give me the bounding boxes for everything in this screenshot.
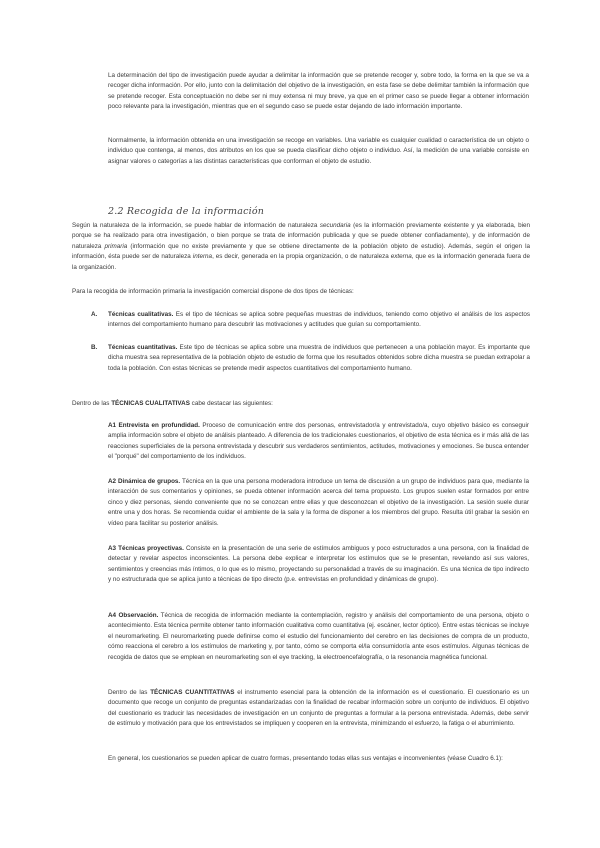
quant-paragraph-2: En general, los cuestionarios se pueden aplicar de cuatro formas, presentando todas ellas sus ventajas e inconvenientes (véase Cuadro 6.1): (108, 755, 503, 762)
section-heading: 2.2 Recogida de la información (108, 206, 265, 217)
section-paragraph-1: Según la naturaleza de la información, se puede hablar de información de naturaleza secundaria (es la información previamente existente y ya elaborada, bien porque se ha realizado para otra investigación, o bien porque se trata de información publicada y que se puede obtener confiadamente), y de información de naturaleza primaria (información que no existe previamente y que se obtiene directamente de la población objeto de estudio). Además, según el origen la información, ésta puede ser de naturaleza interna, es decir, generada en la propia organización, o de naturaleza externa, que es la información generada fuera de la organización. (72, 222, 530, 271)
list-item-text: Técnicas cuantitativas. Este tipo de técnicas se aplica sobre una muestra de individuos que pertenecen a una población mayor. Es importante que dicha muestra sea representativa de la población objeto de estudio de forma que los resultados obtenidos sobre dicha muestra se puedan extrapolar a toda la población. Con estas técnicas se pretende medir aspectos cuantitativos del comportamiento humano. (108, 344, 530, 372)
list-marker: A. (91, 311, 98, 318)
intro-paragraph-1: La determinación del tipo de investigación puede ayudar a delimitar la información que se pretende recoger y, sobre todo, la forma en la que se va a recoger dicha información. Por ello, junto con la delimitación del objetivo de la investigación, en esta fase se debe delimitar también la información que se pretende recoger. Esta conceptuación no debe ser ni muy extensa ni muy breve, ya que en el primer caso se puede llegar a obtener información poco relevante para la investigación, mientras que en el segundo caso se puede estar dejando de lado información importante. (108, 72, 529, 111)
quant-paragraph-1: Dentro de las TÉCNICAS CUANTITATIVAS el instrumento esencial para la obtención de la información es el cuestionario. El cuestionario es un documento que recoge un conjunto de preguntas estandarizadas con la finalidad de recabar información sobre un conjunto de individuos. El objetivo del cuestionario es traducir las necesidades de investigación en un conjunto de preguntas a formular a la persona entrevistada. Además, debe servir de estímulo y motivación para que los entrevistados se impliquen y cooperen en la entrevista, minimizando el esfuerzo, la fatiga o el aburrimiento. (108, 689, 530, 728)
technique-a2: A2 Dinámica de grupos. Técnica en la que una persona moderadora introduce un tema de discusión a un grupo de individuos para que, mediante la interacción de sus comentarios y opiniones, se pueda obtener información acerca del tema propuesto. Los grupos suelen estar formados por entre cinco y diez personas, siendo conveniente que no se conozcan entre ellas y que desconozcan el objetivo de la investigación. La sesión suele durar entre una y dos horas. Se recomienda cuidar el ambiente de la sala y la forma de disponer a los miembros del grupo. Resulta útil grabar la sesión en vídeo para facilitar su posterior análisis. (108, 478, 529, 527)
section-paragraph-2: Para la recogida de información primaria la investigación comercial dispone de dos tipos de técnicas: (72, 288, 354, 295)
technique-a3: A3 Técnicas proyectivas. Consiste en la presentación de una serie de estímulos ambiguos y poco estructurados a una persona, con la finalidad de detectar y revelar aspectos inconscientes. La persona debe explicar e interpretar los estímulos que se le presentan, revelando así sus valores, sentimientos y creencias más íntimos, o lo que es lo mismo, proyectando su personalidad a través de su imaginación. Es una técnica de tipo indirecto y no estructurada que se aplica junto a técnicas de tipo directo (p.e. entrevistas en profundidad y dinámicas de grupo). (108, 545, 529, 584)
intro-paragraph-2: Normalmente, la información obtenida en una investigación se recoge en variables. Una variable es cualquier cualidad o característica de un objeto o individuo que contenga, al menos, dos atributos en los que se pueda clasificar dicho objeto o individuo. Así, la medición de una variable consiste en asignar valores o categorías a las distintas características que conforman el objeto de estudio. (108, 137, 529, 165)
technique-a4: A4 Observación. Técnica de recogida de información mediante la contemplación, registro y análisis del comportamiento de una persona, objeto o acontecimiento. Esta técnica permite obtener tanto información cualitativa como cuantitativa (ej. escáner, lector óptico). Entre estas técnicas se incluye el neuromarketing. El neuromarketing puede definirse como el estudio del funcionamiento del cerebro en las decisiones de compra de un producto, cómo reacciona el cerebro a los estímulos de marketing y, por tanto, cómo se comporta el/la consumidor/a ante esos estímulos. Algunas técnicas de recogida de datos que se emplean en neuromarketing son el eye tracking, la electroencefalografía, o la resonancia magnética funcional. (108, 612, 529, 661)
list-item (91, 343, 530, 374)
list-item (91, 310, 530, 331)
list-item-text: Técnicas cualitativas. Es el tipo de técnicas se aplica sobre pequeñas muestras de individuos, teniendo como objetivo el análisis de los aspectos internos del comportamiento humano para descubrir las motivaciones y actitudes que guían su comportamiento. (108, 311, 530, 329)
technique-a1: A1 Entrevista en profundidad. Proceso de comunicación entre dos personas, entrevistador/a y entrevistado/a, cuyo objetivo básico es conseguir amplia información sobre el objeto de análisis planteado. A diferencia de los tradicionales cuestionarios, el objetivo de esta técnica es ir más allá de las reacciones superficiales de la persona entrevistada y descubrir sus verdaderos sentimientos, actitudes, motivaciones y emociones. Se busca entender el "porqué" del comportamiento de los individuos. (108, 422, 529, 461)
qual-lead: Dentro de las TÉCNICAS CUALITATIVAS cabe destacar las siguientes: (72, 400, 273, 407)
list-marker: B. (91, 344, 98, 351)
